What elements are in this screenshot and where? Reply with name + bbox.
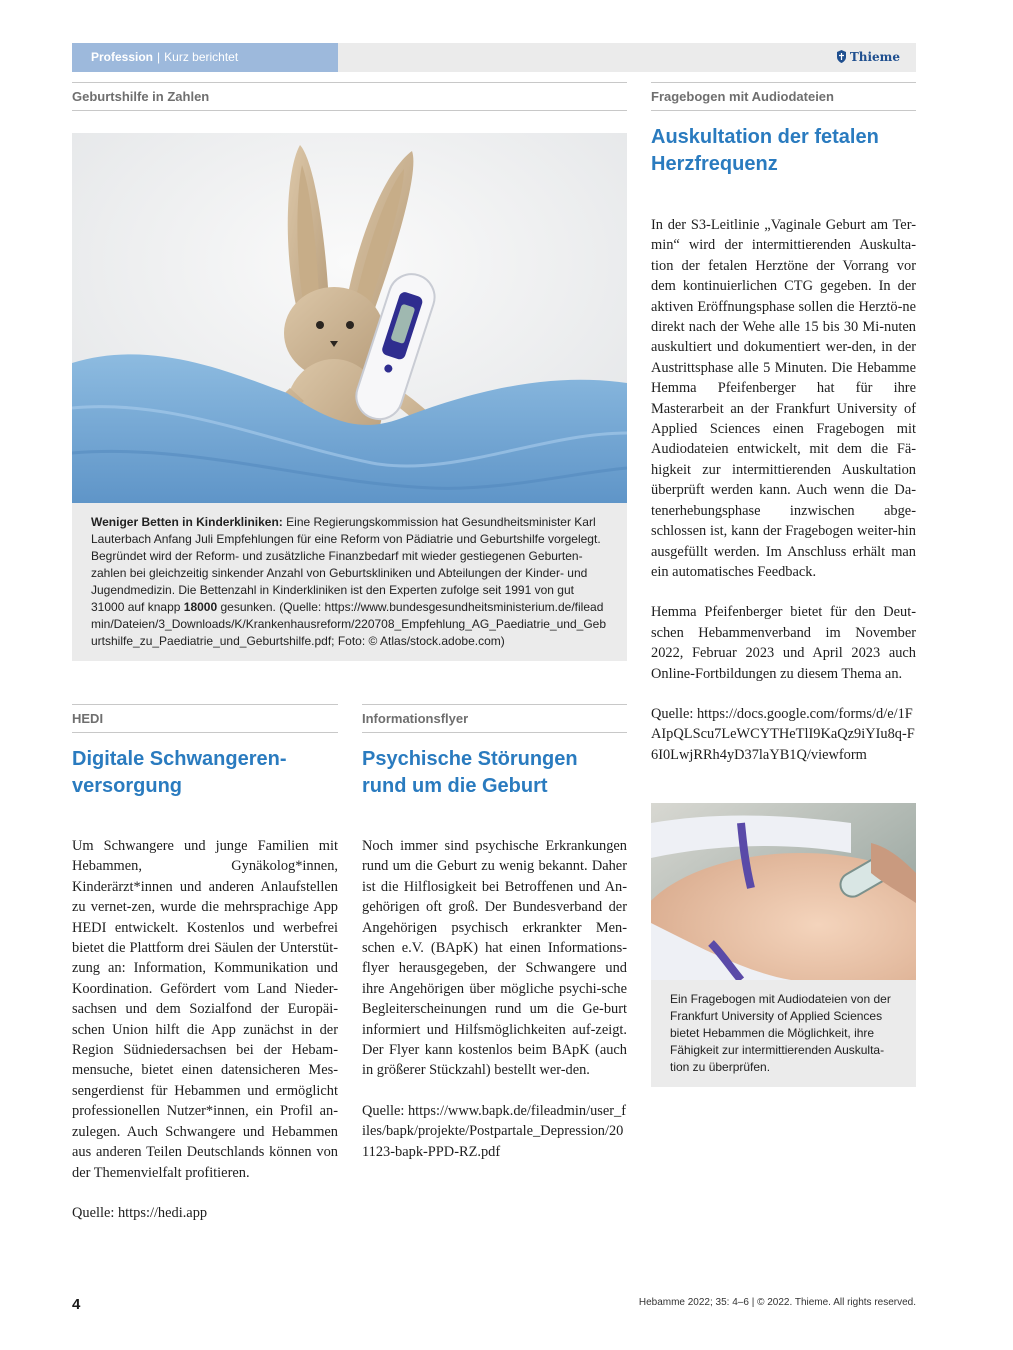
headline-flyer (362, 746, 627, 800)
section-label-fragebogen: Fragebogen mit Audiodateien (651, 82, 916, 111)
logo-text: Thieme (849, 50, 900, 64)
subsection-name: Kurz berichtet (164, 50, 239, 64)
caption-lead: Weniger Betten in Kinderkliniken: (91, 515, 283, 529)
paragraph: Hemma Pfeifenberger bietet für den Deut-schen Hebammenverband im November 2022, Februar 2023 und April 2023 auch Online-Fortbildungen zu diesem Thema an. (651, 604, 916, 682)
thieme-crest-icon (836, 50, 847, 63)
section-label-geburtshilfe: Geburtshilfe in Zahlen (72, 82, 627, 111)
section-label-flyer: Informationsflyer (362, 704, 627, 733)
headline-line: Digitale Schwangeren- (72, 748, 287, 770)
caption-text: Eine Regierungskommission hat Gesundheitsminister Karl Lauterbach Anfang Juli Empfehlungen für eine Reform von Pädiatrie und Geburtshilfe vorgelegt. Begründet wird der Reform- und zusätzliche Finanzbedarf mit wieder gestiegenen Geburten-zahlen bei gleichzeitig sinkender Anzahl von Geburtskliniken und Abteilungen der Kinder- und Jugendmedizin. Die Bettenzahl in Kinderkliniken ist den Experten zufolge seit 1991 von gut 31000 auf knapp (91, 515, 601, 614)
article-flyer (362, 836, 627, 1182)
paragraph: In der S3-Leitlinie „Vaginale Geburt am Ter-min“ wird der intermittierenden Auskulta-tion der fetalen Herztöne der Vorrang vor dem kontinuierlichen CTG gegeben. In der aktiven Eröffnungsphase sollen die Herztö-ne direkt nach der Wehe alle 15 bis 30 Mi-nuten auskultiert und dokumentiert wer-den, in der Austrittsphase alle 5 Minuten. Die Hebamme Hemma Pfeifenberger hat für ihre Masterarbeit an der Frankfurt University of Applied Sciences einen Fragebogen mit Audiodateien entwickelt, mit dem die Fä-higkeit zur intermittierenden Auskultation überprüft werden kann. Auch wenn die Da-tenerhebungsphase inzwischen abge-schlossen ist, kann der Fragebogen weiter-hin ausgefüllt werden. Im Anschluss erhält man ein automatisches Feedback. (651, 217, 916, 580)
header-separator: | (157, 50, 161, 64)
paragraph: Noch immer sind psychische Erkrankungen rund um die Geburt zu wenig bekannt. Daher ist die Hilflosigkeit bei Betroffenen und An-gehörigen oft groß. Der Bundesverband der Angehörigen psychisch erkrankter Men-schen e.V. (BApK) hat einen Informations-flyer herausgegeben, der Schwangere und ihre Angehörigen über mögliche psychi-sche Begleiterscheinungen rund um die Ge-burt informiert und Hilfsmöglichkeiten auf-zeigt. Der Flyer kann kostenlos beim BApK (auch in größerer Stückzahl) bestellt wer-den. (362, 838, 627, 1079)
publisher-logo (836, 43, 900, 72)
headline-line: rund um die Geburt (362, 775, 548, 797)
header-bar (338, 43, 916, 72)
auscultation-photo (651, 803, 916, 980)
section-label-hedi: HEDI (72, 704, 338, 733)
headline-hedi (72, 746, 338, 800)
article-hedi (72, 836, 338, 1243)
headline-auskultation: Auskultation der fetalen Herzfrequenz (651, 126, 879, 175)
source-link[interactable]: Quelle: https://www.bapk.de/fileadmin/user_files/bapk/projekte/Postpartale_Depression/201123-bapk-PPD-RZ.pdf (362, 1102, 627, 1160)
bunny-photo (72, 133, 627, 503)
auscultation-photo-caption: Ein Fragebogen mit Audiodateien von der Frankfurt University of Applied Sciences bietet Hebammen die Möglichkeit, ihre Fähigkeit zur intermittierenden Auskulta-tion zu überprüfen. (651, 980, 916, 1087)
headline-line: versorgung (72, 775, 183, 797)
headline-line: Psychische Störungen (362, 748, 578, 770)
article-auskultation (651, 215, 916, 785)
bunny-photo-caption (72, 503, 627, 661)
caption-source: gesunken. (Quelle: https://www.bundesgesundheitsministerium.de/fileadmin/Dateien/3_Downloads/K/Krankenhausreform/220708_Empfehlung_AG_Paediatrie_und_Geburtshilfe_zu_Paediatrie_und_Geburtshilfe.pdf; Foto: © Atlas/stock.adobe.com) (91, 600, 607, 648)
source-link[interactable]: Quelle: https://docs.google.com/forms/d/e/1FAIpQLScu7LeWCYTHeTlI9KaQz9iYIu8q-F6I0LwjRRh4yD37laYB1Q/viewform (651, 705, 915, 763)
caption-highlight-number: 18000 (183, 600, 218, 614)
page-number: 4 (72, 1296, 81, 1313)
section-name: Profession (91, 50, 154, 64)
source-link[interactable]: Quelle: https://hedi.app (72, 1204, 208, 1221)
section-header (72, 43, 338, 72)
citation-line: Hebamme 2022; 35: 4–6 | © 2022. Thieme. All rights reserved. (638, 1297, 916, 1308)
paragraph: Um Schwangere und junge Familien mit Hebammen, Gynäkolog*innen, Kinderärzt*innen und anderen Anlaufstellen zu vernet-zen, wurde die mehrsprachige App HEDI entwickelt. Kostenlos und werbefrei bietet die Plattform drei Säulen der Unterstüt-zung an: Information, Kommunikation und Koordination. Gefördert vom Land Nieder-sachsen und dem Sozialfond der Europäi-schen Union hilft die App zunächst in der Region Südniedersachsen bei der Hebam-mensuche, bietet einen datensicheren Mes-sengerdienst für Hebammen und ermöglicht professionellen Nutzer*innen, ein Profil an-zulegen. Auch Schwangere und Hebammen aus anderen Teilen Deutschlands können von der Themenvielfalt profitieren. (72, 838, 338, 1181)
